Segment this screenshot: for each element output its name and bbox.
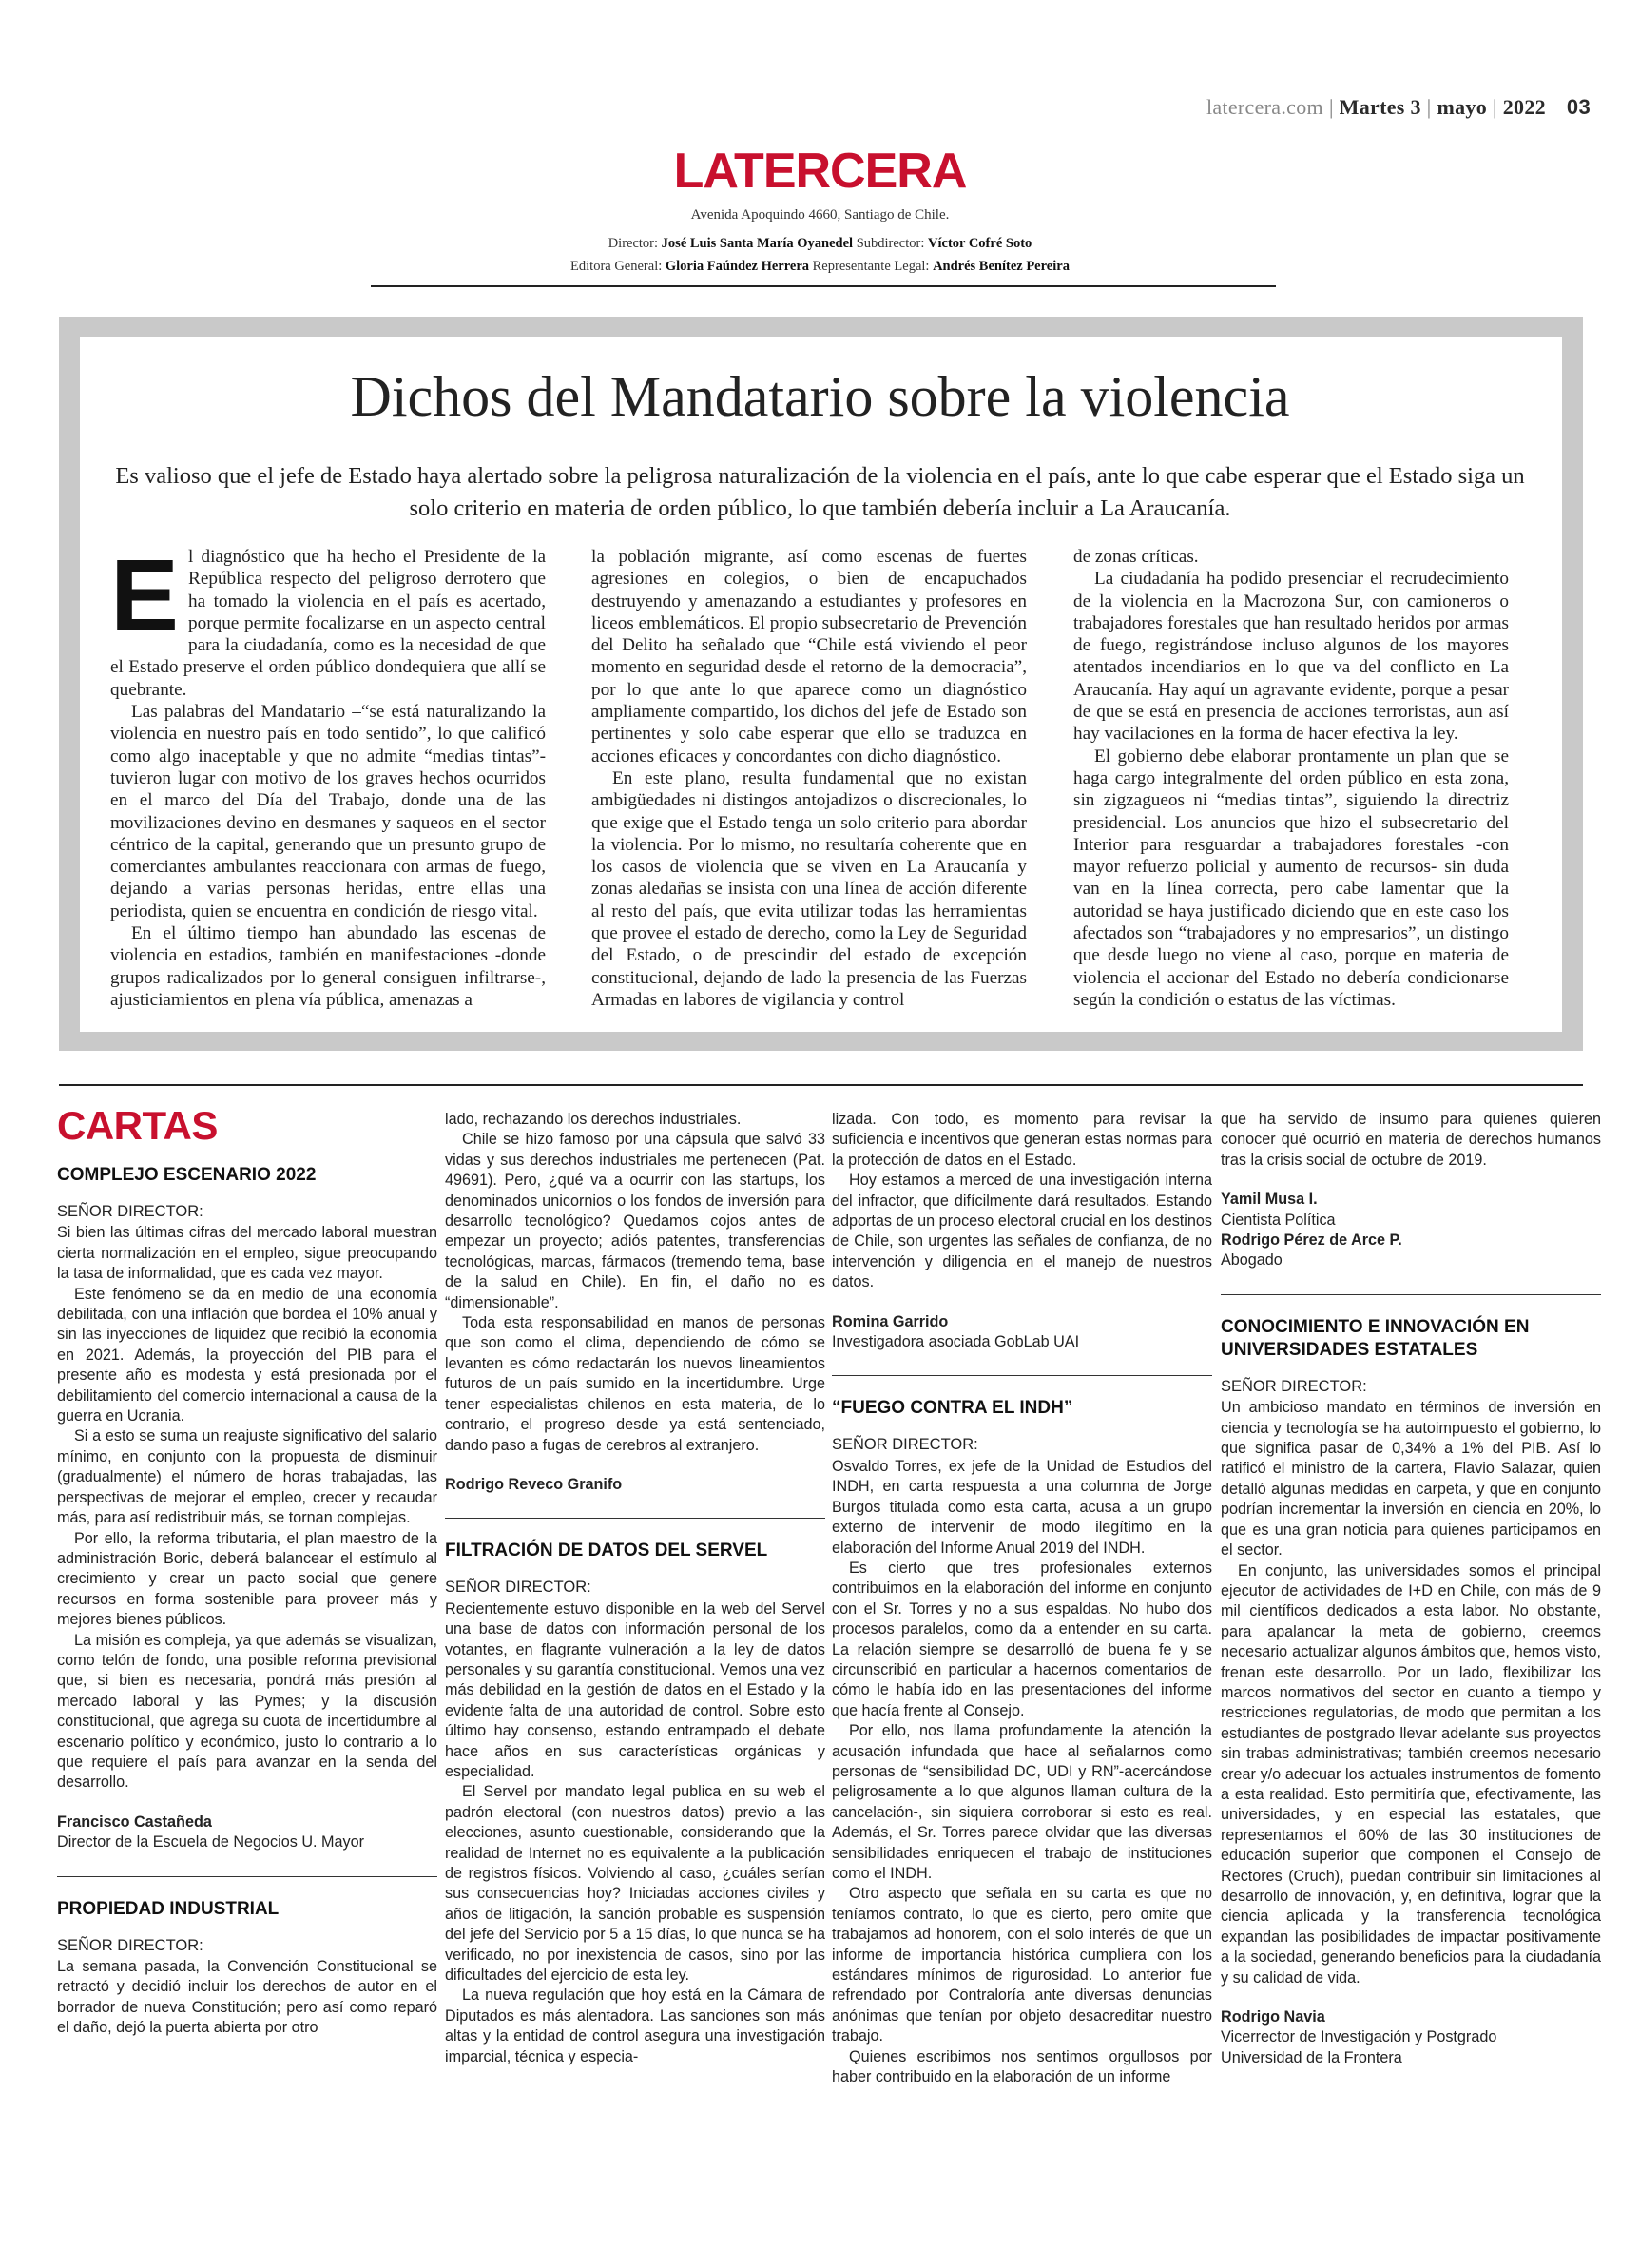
letter-author: Francisco Castañeda xyxy=(57,1812,212,1831)
letter-paragraph: Hoy estamos a merced de una investigación interna del infractor, que difícilmente dará resultados. Estando adportas de un proceso electoral crucial en los destinos de Chile, son urgentes las señales de confianza, de no intervención y diligencia en el manejo de nuestros datos. xyxy=(832,1172,1212,1291)
site-name: latercera.com xyxy=(1206,95,1323,119)
letter-salutation: SEÑOR DIRECTOR: xyxy=(832,1436,978,1454)
masthead-divider xyxy=(371,285,1276,287)
letter-paragraph: Es cierto que tres profesionales externos contribuimos en la elaboración del informe en conjunto con el Sr. Torres y no a sus espaldas. No hubo dos procesos paralelos, como da a entender en su carta. La relación siempre se desarrolló de buena fe y se circunscribió en particular a hacernos comentarios de cómo le había ido en las presentaciones del informe que hacía frente al Consejo. xyxy=(832,1559,1212,1719)
letter-paragraph: Otro aspecto que señala en su carta es que no teníamos contrato, lo que es cierto, pero omite que trabajamos ad honorem, con el solo interés de que un informe de importancia histórica cumpliera con los estándares mínimos de rigurosidad. Lo anterior fue refrendado por Contraloría ante diversas denuncias anónimas que tenían por objeto desacreditar nuestro trabajo. xyxy=(832,1885,1212,2045)
letter-paragraph: Recientemente estuvo disponible en la web del Servel una base de datos con información personal de los votantes, en flagrante vulneración a la ley de datos personales y su garantía constitucional. Vemos una vez más debilidad en la gestión de datos en el Estado y la evidente falta de una autoridad de control. Sobre esto último hay consenso, estando entrampado el debate hace años en sus características orgánicas y especialidad. xyxy=(445,1599,825,1780)
editorial-paragraph: La ciudadanía ha podido presenciar el recrudecimiento de la violencia en la Macrozona Sur, con camioneros o trabajadores forestales que han resultado heridos por armas de fuego, registrándose incluso algunos de los mayores atentados incendiarios en lo que va del conflicto en La Araucanía. Hay aquí un agravante evidente, porque a pesar de que se está en presencia de acciones terroristas, aun así hay vacilaciones en la forma de hacer efectiva la ley. xyxy=(1073,569,1509,745)
letter-author-role: Cientista Política xyxy=(1221,1211,1336,1229)
letter-salutation: SEÑOR DIRECTOR: xyxy=(445,1579,591,1597)
letter-paragraph: La misión es compleja, ya que además se visualizan, como telón de fondo, una posible reforma previsional que, si bien es necesaria, pondrá más presión al mercado laboral y las Pymes; y la discusión constitucional, que agrega su cuota de incertidumbre al escenario político y económico, justo lo contrario a lo que requiere el país para avanzar en la senda del desarrollo. xyxy=(57,1631,437,1792)
editorial-paragraph: l diagnóstico que ha hecho el Presidente de la República respecto del peligroso derrotero que ha tomado la violencia en el país es acertado, porque permite focalizarse en un aspecto central para la ciudadanía, como es la necesidad de que el Estado preserve el orden público dondequiera que allí se quebrante. xyxy=(110,547,546,700)
letter-author-role: Vicerrector de Investigación y Postgrado xyxy=(1221,2028,1497,2046)
letter-headline: FILTRACIÓN DE DATOS DEL SERVEL xyxy=(445,1541,768,1561)
subdirector-name: Víctor Cofré Soto xyxy=(928,236,1032,251)
editora-name: Gloria Faúndez Herrera xyxy=(665,259,810,274)
letter-paragraph: lizada. Con todo, es momento para revisar la suficiencia e incentivos que generan estas normas para la protección de datos en el Estado. xyxy=(832,1111,1212,1169)
folio-month: mayo xyxy=(1437,95,1487,119)
rep-label: Representante Legal: xyxy=(812,259,930,274)
editorial-paragraph: En el último tiempo han abundado las escenas de violencia en estadios, también en manifestaciones -donde grupos radicalizados por lo general consiguen infiltrarse-, ajusticiamientos en plena vía pública, amenazas a xyxy=(110,923,546,1010)
letter-divider xyxy=(1221,1294,1601,1295)
letter-paragraph: Osvaldo Torres, ex jefe de la Unidad de Estudios del INDH, en carta respuesta a una columna de Jorge Burgos titulada como esta carta, acusa a un grupo externo de intervenir de modo ilegítimo en la elaboración del Informe Anual 2019 del INDH. xyxy=(832,1457,1212,1557)
editorial-paragraph: de zonas críticas. xyxy=(1073,547,1199,567)
letter-divider xyxy=(445,1518,825,1519)
letter-author: Yamil Musa I. xyxy=(1221,1191,1318,1209)
letter-author: Rodrigo Reveco Granifo xyxy=(445,1475,623,1493)
newspaper-logo: LATERCERA xyxy=(673,144,967,199)
letter-divider xyxy=(57,1876,437,1877)
editorial-column-2 xyxy=(591,546,1027,1011)
letter-author: Romina Garrido xyxy=(832,1312,949,1330)
letter-paragraph: Toda esta responsabilidad en manos de personas que son como el clima, dependiendo de cómo se levanten es cómo redactarán los nuevos lineamientos futuros de un país sumido en la incertidumbre. Urge tener especialistas chilenos en esta materia, de lo contrario, el progreso desde ya está sentenciado, dando paso a fugas de cerebros al extranjero. xyxy=(445,1314,825,1454)
masthead-staff-line xyxy=(0,236,1640,252)
letter-paragraph: La nueva regulación que hoy está en la Cámara de Diputados es más alentadora. Las sanciones son más altas y la entidad de control asegura una investigación imparcial, técnica y especia- xyxy=(445,1987,825,2065)
folio-separator: | xyxy=(1493,95,1497,119)
editorial-column-1 xyxy=(110,537,546,1011)
editorial-lead: Es valioso que el jefe de Estado haya alertado sobre la peligrosa naturalización de la violencia en el país, ante lo que cabe esperar que el Estado siga un solo criterio en materia de orden público, lo que también debería incluir a La Araucanía. xyxy=(115,463,1525,521)
letter-paragraph: El Servel por mandato legal publica en su web el padrón electoral (con nuestros datos) previo a las elecciones, asunto cuestionable, considerando que la realidad de Internet no es equivalente a la publicación de registros físicos. Volviendo al caso, ¿cuáles serían sus consecuencias hoy? Iniciadas acciones civiles y años de litigación, la sanción probable es suspensión del jefe del Servicio por 5 a 15 días, lo que nunca se ha verificado, no por inexistencia de casos, sino por las dificultades del ejercicio de esta ley. xyxy=(445,1783,825,1985)
masthead-address: Avenida Apoquindo 4660, Santiago de Chile. xyxy=(690,207,950,223)
letter-author-role: Universidad de la Frontera xyxy=(1221,2048,1402,2066)
letter-headline: “FUEGO CONTRA EL INDH” xyxy=(832,1398,1073,1419)
letter-paragraph: Si bien las últimas cifras del mercado laboral muestran cierta normalización en el empleo, sigue preocupando la tasa de informalidad, que es cada vez mayor. xyxy=(57,1224,437,1283)
letter-paragraph: Quienes escribimos nos sentimos orgullosos por haber contribuido en la elaboración de un informe xyxy=(832,2047,1212,2086)
drop-cap: E xyxy=(110,537,180,652)
letter-author-role: Director de la Escuela de Negocios U. Mayor xyxy=(57,1833,364,1851)
editorial-paragraph: la población migrante, así como escenas de fuertes agresiones en colegios, o bien de encapuchados destruyendo y amenazando a estudiantes y profesores en liceos emblemáticos. El propio subsecretario de Prevención del Delito ha señalado que “Chile está viviendo el peor momento en seguridad desde el retorno de la democracia”, por lo que ante lo que aparece como un diagnóstico ampliamente compartido, los dichos del jefe de Estado son pertinentes y solo cabe esperar que ello se traduzca en acciones eficaces y concordantes con dicho diagnóstico. xyxy=(591,547,1027,766)
director-label: Director: xyxy=(608,236,659,251)
page-number: 03 xyxy=(1566,95,1591,119)
editora-label: Editora General: xyxy=(570,259,663,274)
subdirector-label: Subdirector: xyxy=(856,236,925,251)
cartas-column-1 xyxy=(57,1164,437,2039)
editorial-title: Dichos del Mandatario sobre la violencia xyxy=(350,365,1290,428)
cartas-column-2 xyxy=(445,1110,825,2067)
letter-headline: CONOCIMIENTO E INNOVACIÓN EN UNIVERSIDADES ESTATALES xyxy=(1221,1316,1530,1360)
letter-salutation: SEÑOR DIRECTOR: xyxy=(1221,1377,1367,1395)
rep-name: Andrés Benítez Pereira xyxy=(933,259,1070,274)
editorial-paragraph: El gobierno debe elaborar prontamente un plan que se haga cargo integralmente del orden público en esta zona, sin zigzagueos ni “medias tintas”, siguiendo la directriz presidencial. Los anuncios que hizo el subsecretario del Interior para resguardar a trabajadores forestales -con mayor refuerzo policial y aumento de recursos- sin duda van en la línea correcta, pero cabe lamentar que la autoridad se haya justificado diciendo que en este caso los afectados son “trabajadores y no empresarios”, un distingo que desde luego no viene al caso, porque en materia de violencia el accionar del Estado no debería condicionarse según la condición o estatus de las víctimas. xyxy=(1073,746,1509,1010)
cartas-section-title: CARTAS xyxy=(57,1103,218,1148)
masthead-staff-line xyxy=(0,259,1640,275)
letter-paragraph: Este fenómeno se da en medio de una economía debilitada, con una inflación que bordea el 10% anual y sin las inyecciones de liquidez que recibió la economía en 2021. Además, la proyección del PIB para el presente año es modesta y está presionada por el debilitamiento del comercio internacional a causa de la guerra en Ucrania. xyxy=(57,1285,437,1425)
editorial-paragraph: En este plano, resulta fundamental que no existan ambigüedades ni distingos antojadizos o discrecionales, lo que exige que el Estado tenga un solo criterio para abordar la violencia. Por lo mismo, no resultaría coherente que en los casos de violencia que se viven en La Araucanía y zonas aledañas se insista con una línea de acción diferente al resto del país, que evita utilizar todas las herramientas que provee el estado de derecho, como la Ley de Seguridad del Estado, o de prescindir del estado de excepción constitucional, dejando de lado la presencia de las Fuerzas Armadas en labores de vigilancia y control xyxy=(591,767,1027,1010)
letter-headline: PROPIEDAD INDUSTRIAL xyxy=(57,1898,280,1919)
letter-divider xyxy=(832,1375,1212,1376)
letter-paragraph: Por ello, nos llama profundamente la atención la acusación infundada que hace al señalarnos como personas de “sensibilidad DC, UDI y RN”-acercándose peligrosamente a lo que algunos llaman cultura de la cancelación-, sin siquiera corroborar si esto es real. Además, el Sr. Torres parece olvidar que las diversas sensibilidades enriquecen el trabajo de instituciones como el INDH. xyxy=(832,1722,1212,1882)
letter-paragraph: Por ello, la reforma tributaria, el plan maestro de la administración Boric, deberá balancear el estímulo al crecimiento y crear un pacto social que genere recursos en forma sostenible para proveer más y mejores bienes públicos. xyxy=(57,1529,437,1629)
letter-author-role: Investigadora asociada GobLab UAI xyxy=(832,1333,1080,1351)
letter-paragraph: que ha servido de insumo para quienes quieren conocer qué ocurrió en materia de derechos humanos tras la crisis social de octubre de 2019. xyxy=(1221,1111,1601,1169)
editorial-column-3 xyxy=(1073,546,1509,1011)
folio-weekday: Martes 3 xyxy=(1339,95,1421,119)
editorial-paragraph: Las palabras del Mandatario –“se está naturalizando la violencia en nuestro país en todo sentido”, lo que calificó como algo inaceptable y que no admite “medias tintas”- tuvieron lugar con motivo de los graves hechos ocurridos en el marco del Día del Trabajo, donde una de las movilizaciones devino en desmanes y saqueos en el sector céntrico de la capital, generando que un presunto grupo de comerciantes ambulantes reaccionara con armas de fuego, dejando a varias personas heridas, entre ellas una periodista, quien se encuentra en condición de riesgo vital. xyxy=(110,702,546,921)
letter-author: Rodrigo Pérez de Arce P. xyxy=(1221,1231,1402,1250)
letter-salutation: SEÑOR DIRECTOR: xyxy=(57,1203,203,1220)
folio-year: 2022 xyxy=(1502,95,1546,119)
letter-paragraph: Un ambicioso mandato en términos de inversión en ciencia y tecnología se ha autoimpuesto el gobierno, lo que significa pasar de 0,34% a 1% del PIB. Así lo ratificó el ministro de la cartera, Flavio Salazar, quien detalló algunas medidas en carpeta, y que en conjunto podrían incrementar la inversión en ciencia en 20%, lo que es una gran noticia para quienes participamos en el sector. xyxy=(1221,1399,1601,1560)
letter-paragraph: lado, rechazando los derechos industriales. xyxy=(445,1111,742,1128)
letter-author: Rodrigo Navia xyxy=(1221,2008,1325,2026)
folio-separator: | xyxy=(1328,95,1334,119)
letter-paragraph: La semana pasada, la Convención Constitucional se retractó y decidió incluir los derechos de autor en el borrador de nueva Constitución; pero así como reparó el daño, dejó la puerta abierta por otro xyxy=(57,1958,437,2037)
letter-paragraph: En conjunto, las universidades somos el principal ejecutor de actividades de I+D en Chile, con más de 9 mil científicos dedicados a esta labor. No obstante, para apalancar la meta de gobierno, creemos necesario actualizar algunos ámbitos que, hemos visto, frenan este desarrollo. Por un lado, flexibilizar los marcos normativos del sector en cuanto a tiempo y restricciones regulatorias, de modo que permitan a los estudiantes de postgrado llevar adelante sus proyectos sin trabas administrativas; también creemos necesario crear y/o adecuar los actuales instrumentos de fomento a esta realidad. Esto permitiría que, efectivamente, las universidades, y en especial las estatales, que representamos el 60% de las 30 instituciones de educación superior que componen el Consejo de Rectores (Cruch), puedan contribuir sin limitaciones al desarrollo de innovación, y, en definitiva, lograr que la ciencia aplicada y la transferencia tecnológica expandan las posibilidades de impactar positivamente a la sociedad, generando beneficios para la ciudadanía y su calidad de vida. xyxy=(1221,1561,1601,1987)
cartas-divider xyxy=(59,1084,1583,1086)
letter-headline: COMPLEJO ESCENARIO 2022 xyxy=(57,1165,317,1185)
folio-separator: | xyxy=(1426,95,1432,119)
letter-paragraph: Si a esto se suma un reajuste significativo del salario mínimo, en conjunto con la propuesta de disminuir (gradualmente) el número de horas trabajadas, las perspectivas de mejorar el empleo, crecer y recaudar más, para así redistribuir más, se tornan complejas. xyxy=(57,1427,437,1527)
cartas-column-3 xyxy=(832,1110,1212,2087)
director-name: José Luis Santa María Oyanedel xyxy=(661,236,854,251)
page-folio xyxy=(1206,95,1591,120)
cartas-column-4 xyxy=(1221,1110,1601,2068)
letter-salutation: SEÑOR DIRECTOR: xyxy=(57,1936,203,1954)
letter-paragraph: Chile se hizo famoso por una cápsula que salvó 33 vidas y sus derechos industriales me pertenecen (Pat. 49691). Pero, ¿qué va a ocurrir con las startups, los denominados unicornios o los fondos de inversión para desarrollo tecnológico? Quedamos cojos antes de empezar un proyecto; adiós patentes, transferencias tecnológicas, marcas, fármacos (tremendo tema, base de la salud en Chile). En fin, el daño no es “dimensionable”. xyxy=(445,1131,825,1311)
letter-author-role: Abogado xyxy=(1221,1251,1283,1270)
